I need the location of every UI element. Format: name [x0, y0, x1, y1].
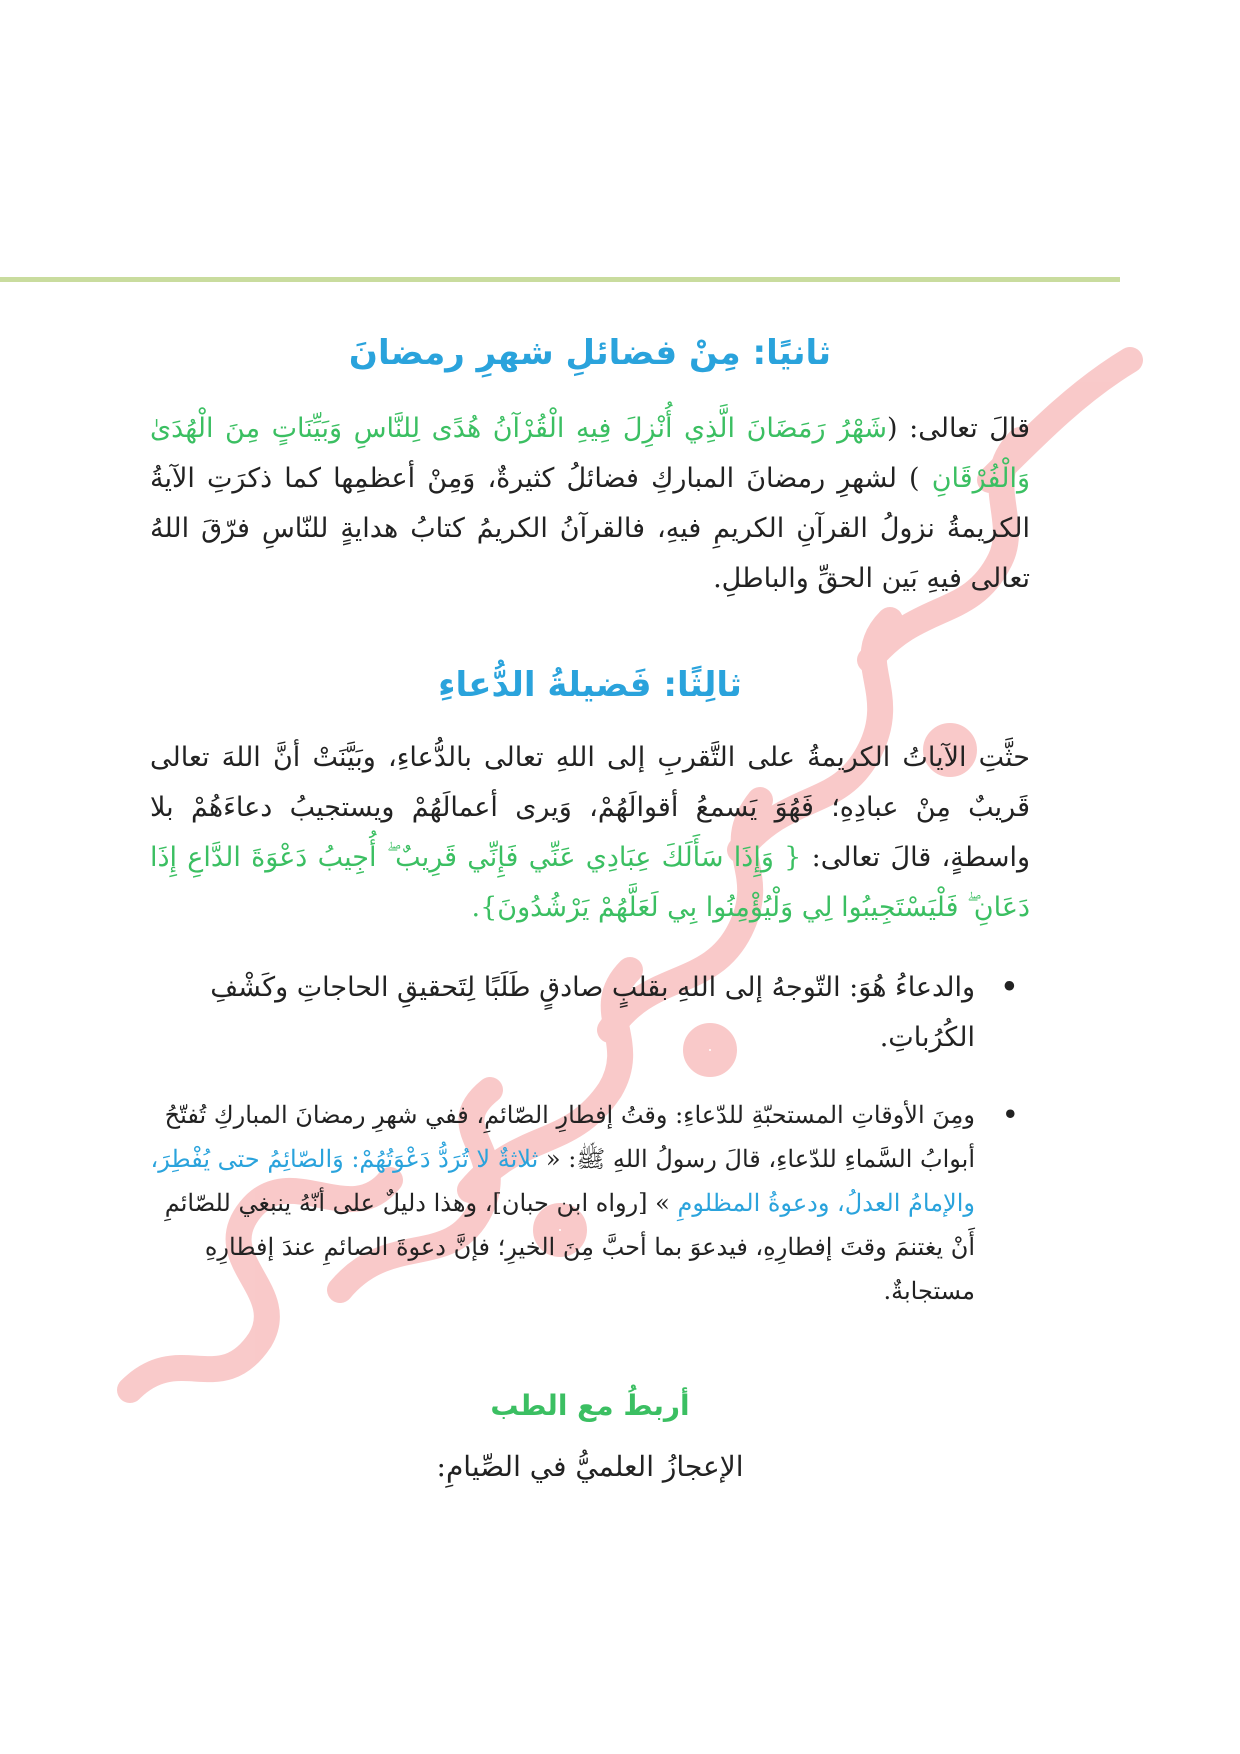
section2-quran-verse: شَهْرُ رَمَضَانَ الَّذِي أُنْزِلَ فِيهِ الْقُرْآنُ هُدًى لِلنَّاسِ وَبَيِّنَاتٍ مِنَ الْهُدَىٰ وَالْفُرْقَانِ: [150, 412, 1030, 494]
section3-paragraph: [150, 733, 1030, 933]
hadith-quote: ثلاثةٌ لا تُرَدُّ دَعْوَتُهُمْ: وَالصّائِمُ حتى يُفْطِرَ، والإمامُ العدلُ، ودعوةُ المظلومِ: [150, 1145, 975, 1218]
bullet-dua-definition-text: والدعاءُ هُوَ: التّوجهُ إلى اللهِ بقلبٍ صادقٍ طَلَبًا لِتَحقيقِ الحاجاتِ وكَشْفِ الكُرُباتِ.: [210, 972, 975, 1054]
bullet-dua-times-text-after: » [رواه ابن حبان]، وهذا دليلٌ على أنّهُ ينبغي للصّائمِ أَنْ يغتنمَ وقتَ إفطارِهِ، فيدعوَ بما أحبَّ مِنَ الخيرِ؛ فإنَّ دعوةَ الصائمِ عندَ إفطارِهِ مستجابةٌ.: [164, 1189, 975, 1306]
link-medicine-heading: أربطُ مع الطب: [490, 1389, 690, 1423]
page-content: [150, 330, 1030, 1483]
bullet-dua-definition: [150, 963, 1030, 1063]
bullet-dua-times: [150, 1093, 1030, 1313]
section3-heading: ثالِثًا: فَضيلةُ الدُّعاءِ: [438, 664, 742, 705]
bullet-dot: •: [1002, 1100, 1018, 1130]
top-divider-rule: [0, 277, 1120, 282]
section3-body: حثَّتِ الآياتُ الكريمةُ على التَّقربِ إلى اللهِ تعالى بالدُّعاءِ، وبَيَّنَتْ أنَّ اللهَ تعالى قَريبٌ مِنْ عبادِهِ؛ فَهُوَ يَسمعُ أقوالَهُمْ، وَيرى أعمالَهُمْ ويستجيبُ دعاءَهُمْ بلا واسطةٍ، قالَ تعالى:: [150, 742, 1031, 874]
section2-intro: قالَ تعالى: (: [887, 412, 1030, 444]
section2-paragraph: [150, 404, 1030, 604]
section3-quran-verse: { وَإِذَا سَأَلَكَ عِبَادِي عَنِّي فَإِنِّي قَرِيبٌ ۖ أُجِيبُ دَعْوَةَ الدَّاعِ إِذَا دَعَانِ ۖ فَلْيَسْتَجِيبُوا لِي وَلْيُؤْمِنُوا بِي لَعَلَّهُمْ يَرْشُدُونَ}.: [150, 842, 1030, 924]
section2-body: ) لشهرِ رمضانَ المباركِ فضائلُ كثيرةٌ، وَمِنْ أعظمِها كما ذكرَتِ الآيةُ الكريمةُ نزولُ القرآنِ الكريمِ فيهِ، فالقرآنُ الكريمُ كتابُ هدايةٍ للنّاسِ فرّقَ اللهُ تعالى فيهِ بَين الحقِّ والباطلِ.: [150, 462, 1030, 594]
scientific-miracle-subtitle: الإعجازُ العلميُّ في الصِّيامِ:: [436, 1450, 744, 1484]
bullet-dot: •: [1000, 972, 1018, 1004]
section2-heading: ثانيًا: مِنْ فضائلِ شهرِ رمضانَ: [348, 333, 832, 373]
bullet-dua-times-text-before: ومِنَ الأوقاتِ المستحبّةِ للدّعاءِ: وقتُ إفطارِ الصّائمِ، ففي شهرِ رمضانَ المباركِ تُفتّحُ أبوابُ السَّماءِ للدّعاءِ، قالَ رسولُ اللهِ ﷺ: «: [164, 1101, 975, 1174]
